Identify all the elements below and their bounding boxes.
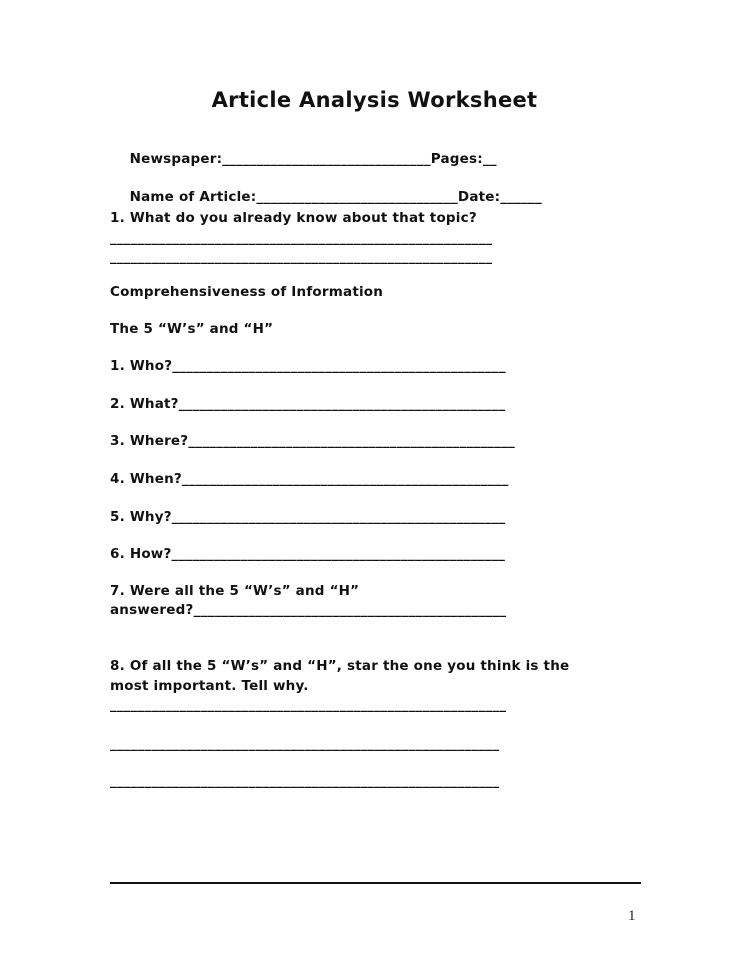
article-name-blank: _____________________________ (256, 189, 458, 205)
question-how: 6. How?________________________________________________ (110, 546, 506, 562)
worksheet-title: Article Analysis Worksheet (211, 88, 538, 112)
answer-line: _______________________________________________________ (110, 230, 493, 246)
question-what: 2. What?_______________________________________________ (110, 396, 506, 412)
date-blank: ______ (500, 189, 542, 205)
answer-line: _________________________________________________________ (110, 697, 507, 713)
answer-line: _______________________________________________________ (110, 249, 493, 265)
question-why: 5. Why?________________________________________________ (110, 509, 506, 525)
page-number: 1 (628, 908, 636, 924)
footer-divider (110, 882, 641, 884)
question-all-answered: 7. Were all the 5 “W’s” and “H” (110, 583, 360, 599)
pages-label: Pages: (430, 151, 483, 167)
subsection-heading: The 5 “W’s” and “H” (110, 321, 274, 337)
question-most-important-cont: most important. Tell why. (110, 678, 309, 694)
article-name-label: Name of Article: (129, 189, 257, 205)
question-when: 4. When?_______________________________________________ (110, 471, 509, 487)
newspaper-label: Newspaper: (129, 151, 223, 167)
newspaper-blank: ______________________________ (222, 151, 431, 167)
question-all-answered-blank: answered?_____________________________________________ (110, 602, 507, 618)
question-most-important: 8. Of all the 5 “W’s” and “H”, star the one you think is the (110, 658, 570, 674)
section-heading: Comprehensiveness of Information (110, 284, 384, 300)
question-where: 3. Where?_______________________________________________ (110, 433, 515, 449)
answer-line: ________________________________________________________ (110, 773, 500, 789)
answer-line: ________________________________________________________ (110, 736, 500, 752)
date-label: Date: (457, 189, 501, 205)
pages-blank: __ (482, 151, 497, 167)
question-prior-knowledge: 1. What do you already know about that topic? (110, 210, 477, 226)
question-who: 1. Who?________________________________________________ (110, 358, 506, 374)
